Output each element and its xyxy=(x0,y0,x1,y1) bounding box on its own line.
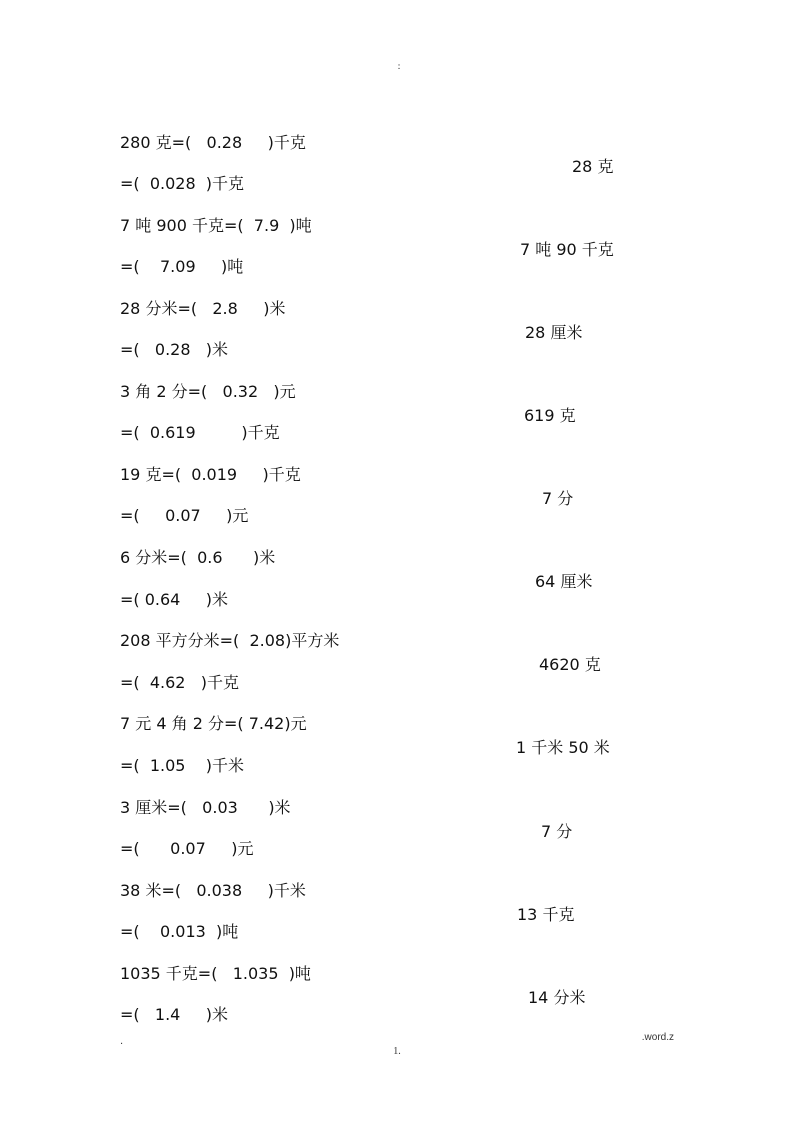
exercise-continuation xyxy=(0,148,245,193)
continuation-text: =( 0.64 )米 xyxy=(120,590,229,609)
exercise-continuation xyxy=(0,896,239,941)
exercise-row xyxy=(0,273,583,342)
exercise-left: 19 克=( 0.019 )千克 xyxy=(120,465,301,484)
footer-left-mark: . xyxy=(120,1036,124,1047)
exercise-right: 7 吨 90 千克 xyxy=(520,240,614,259)
exercise-continuation xyxy=(0,647,239,692)
exercise-left: 7 元 4 角 2 分=( 7.42)元 xyxy=(120,714,307,733)
exercise-continuation xyxy=(0,979,229,1024)
exercise-row xyxy=(0,439,574,508)
exercise-left: 208 平方分米=( 2.08)平方米 xyxy=(120,631,340,650)
exercise-row xyxy=(0,772,573,841)
exercise-continuation xyxy=(0,730,245,775)
exercise-left: 3 厘米=( 0.03 )米 xyxy=(120,798,291,817)
exercise-row xyxy=(0,605,601,674)
footer-brand: .word.z xyxy=(641,1032,674,1043)
exercise-left: 7 吨 900 千克=( 7.9 )吨 xyxy=(120,216,312,235)
exercise-right: 7 分 xyxy=(541,822,573,841)
exercise-left: 6 分米=( 0.6 )米 xyxy=(120,548,276,567)
exercise-right: 4620 克 xyxy=(539,655,601,674)
exercise-right: 1 千米 50 米 xyxy=(516,738,610,757)
exercise-row xyxy=(0,107,614,176)
continuation-text: =( 0.28 )米 xyxy=(120,340,229,359)
continuation-text: =( 0.07 )元 xyxy=(120,839,254,858)
exercise-right: 14 分米 xyxy=(528,988,586,1007)
exercise-continuation xyxy=(0,480,249,525)
exercise-continuation xyxy=(0,314,229,359)
continuation-text: =( 0.07 )元 xyxy=(120,506,249,525)
exercise-continuation xyxy=(0,564,229,609)
exercise-continuation xyxy=(0,397,280,442)
exercise-right: 13 千克 xyxy=(517,905,575,924)
exercise-row xyxy=(0,688,610,757)
exercise-left: 3 角 2 分=( 0.32 )元 xyxy=(120,382,296,401)
continuation-text: =( 0.028 )千克 xyxy=(120,174,245,193)
exercise-right: 64 厘米 xyxy=(535,572,593,591)
exercise-right: 7 分 xyxy=(542,489,574,508)
continuation-text: =( 0.013 )吨 xyxy=(120,922,239,941)
continuation-text: =( 1.05 )千米 xyxy=(120,756,245,775)
exercise-left: 28 分米=( 2.8 )米 xyxy=(120,299,286,318)
continuation-text: =( 4.62 )千克 xyxy=(120,673,239,692)
continuation-text: =( 0.619 )千克 xyxy=(120,423,280,442)
continuation-text: =( 1.4 )米 xyxy=(120,1005,229,1024)
exercise-left: 1035 千克=( 1.035 )吨 xyxy=(120,964,311,983)
exercise-row xyxy=(0,190,614,259)
exercise-row xyxy=(0,855,575,924)
exercise-continuation xyxy=(0,813,254,858)
exercise-row xyxy=(0,522,593,591)
exercise-right: 28 厘米 xyxy=(525,323,583,342)
exercise-row xyxy=(0,356,576,425)
page-number: 1. xyxy=(393,1046,401,1057)
exercise-right: 619 克 xyxy=(524,406,576,425)
exercise-row xyxy=(0,938,586,1007)
exercise-right: 28 克 xyxy=(572,157,614,176)
continuation-text: =( 7.09 )吨 xyxy=(120,257,244,276)
exercise-left: 280 克=( 0.28 )千克 xyxy=(120,133,306,152)
exercise-left: 38 米=( 0.038 )千米 xyxy=(120,881,306,900)
exercise-continuation xyxy=(0,231,244,276)
header-mark: : xyxy=(397,62,401,72)
